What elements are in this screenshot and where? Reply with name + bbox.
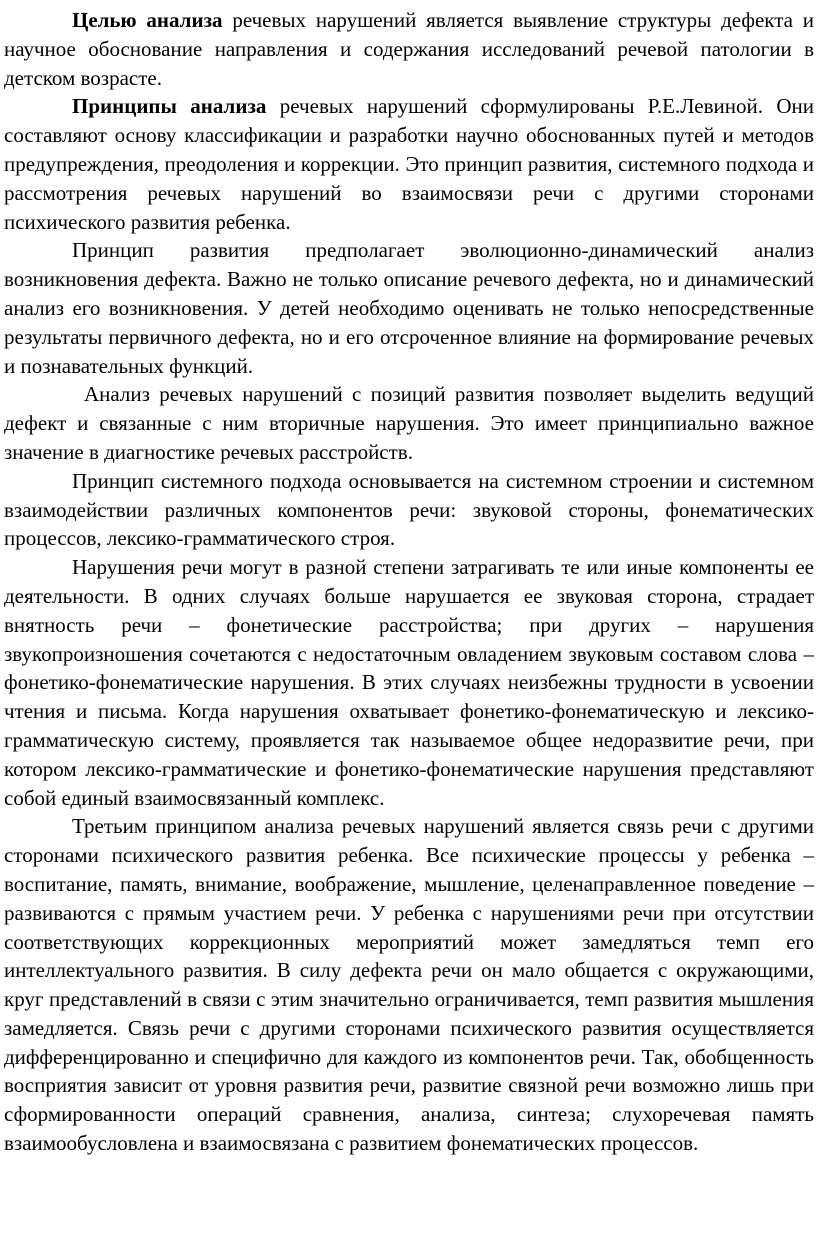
term-goal-of-analysis: Целью анализа (72, 8, 223, 32)
paragraph-principles (4, 92, 814, 236)
paragraph-text: речевых нарушений сформулированы Р.Е.Левиной. Они составляют основу классификации и разработки научно обоснованных путей и методов предупреждения, преодоления и коррекции. Это принцип развития, системного подхода и рассмотрения речевых нарушений во взаимосвязи речи с другими сторонами психического развития ребенка. (4, 94, 815, 234)
paragraph-third-principle: Третьим принципом анализа речевых нарушений является связь речи с другими сторонами психического развития ребенка. Все психические процессы у ребенка – воспитание, память, внимание, воображение, мышление, целенаправленное поведение – развиваются с прямым участием речи. У ребенка с нарушениями речи при отсутствии соответствующих коррекционных мероприятий может замедляться темп его интеллектуального развития. В силу дефекта речи он мало общается с окружающими, круг представлений в связи с этим значительно ограничивается, темп развития мышления замедляется. Связь речи с другими сторонами психического развития осуществляется дифференцированно и специфично для каждого из компонентов речи. Так, обобщенность восприятия зависит от уровня развития речи, развитие связной речи возможно лишь при сформированности операций сравнения, анализа, синтеза; слухоречевая память взаимообусловлена и взаимосвязана с развитием фонематических процессов. (4, 814, 814, 1156)
paragraph-system-approach: Принцип системного подхода основывается на системном строении и системном взаимодействии различных компонентов речи: звуковой стороны, фонематических процессов, лексико-грамматического строя. (4, 468, 814, 551)
paragraph-speech-disorders: Нарушения речи могут в разной степени затрагивать те или иные компоненты ее деятельности. В одних случаях больше нарушается ее звуковая сторона, страдает внятность речи – фонетические расстройства; при других – нарушения звукопроизношения сочетаются с недостаточным овладением звуковым составом слова – фонетико-фонематические нарушения. В этих случаях неизбежны трудности в усвоении чтения и письма. Когда нарушения охватывает фонетико-фонематическую и лексико-грамматическую систему, проявляется так называемое общее недоразвитие речи, при котором лексико-грамматические и фонетико-фонематические нарушения представляют собой единый взаимосвязанный комплекс. (4, 555, 814, 810)
paragraph-development-principle: Принцип развития предполагает эволюционно-динамический анализ возникновения дефекта. Важно не только описание речевого дефекта, но и динамический анализ его возникновения. У детей необходимо оценивать не только непосредственные результаты первичного дефекта, но и его отсроченное влияние на формирование речевых и познавательных функций. (4, 238, 814, 378)
paragraph-leading-defect: Анализ речевых нарушений с позиций развития позволяет выделить ведущий дефект и связанные с ним вторичные нарушения. Это имеет принципиально важное значение в диагностике речевых расстройств. (4, 382, 814, 464)
paragraph-goal (4, 6, 814, 92)
paragraph-text: речевых нарушений является выявление структуры дефекта и научное обоснование направления и содержания исследований речевой патологии в детском возрасте. (4, 8, 814, 90)
term-principles-of-analysis: Принципы анализа (72, 94, 267, 119)
